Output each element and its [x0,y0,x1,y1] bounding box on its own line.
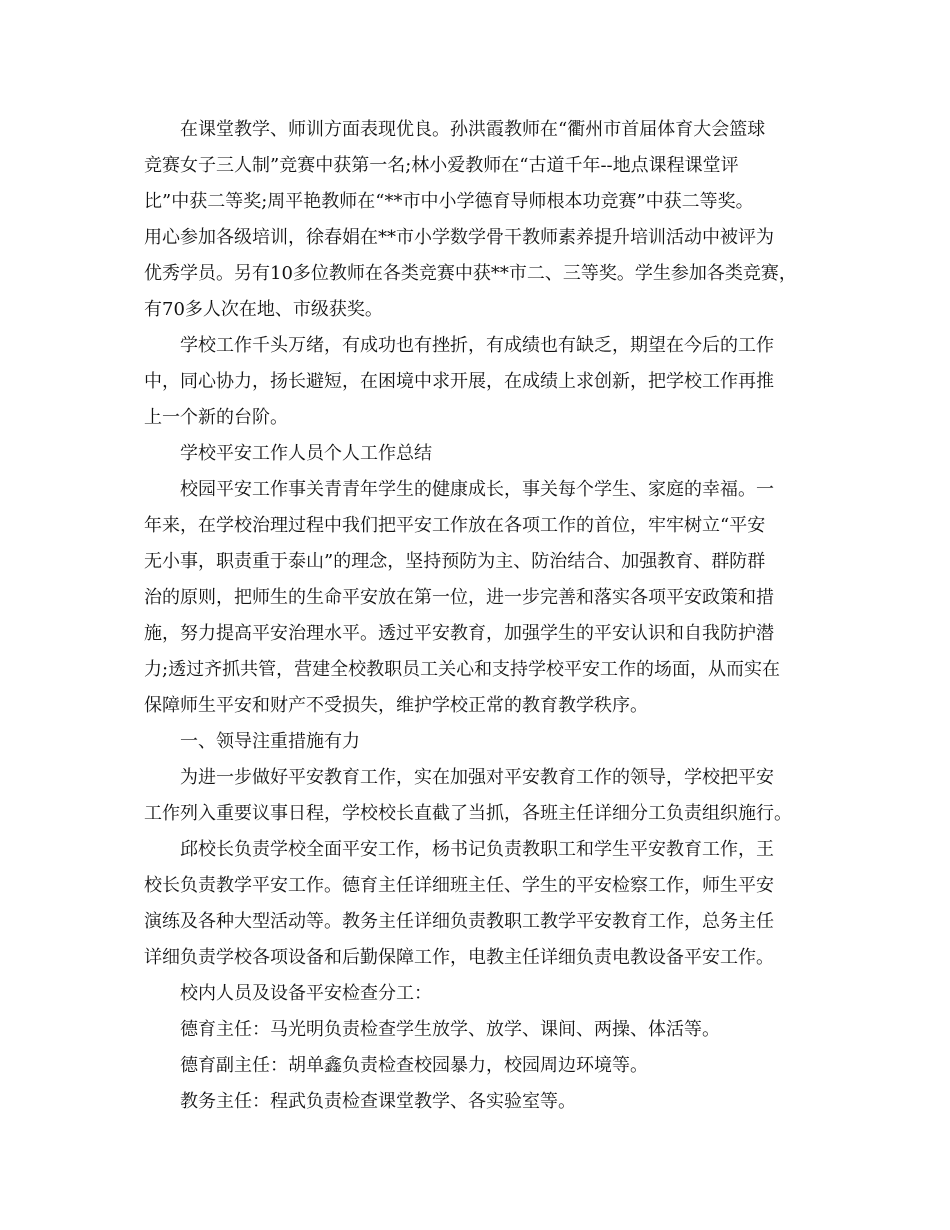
text-line: 年来，在学校治理过程中我们把平安工作放在各项工作的首位，牢牢树立“平安 [144,515,766,536]
text-line: 优秀学员。另有10多位教师在各类竞赛中获**市二、三等奖。学生参加各类竞赛， [144,263,797,284]
text-line: 为进一步做好平安教育工作，实在加强对平安教育工作的领导，学校把平安 [180,767,774,788]
text-line: 学校平安工作人员个人工作总结 [180,443,432,464]
text-line: 上一个新的台阶。 [144,407,288,428]
text-line: 校内人员及设备平安检查分工： [180,983,432,1004]
text-line: 施，努力提高平安治理水平。透过平安教育，加强学生的平安认识和自我防护潜 [144,623,774,644]
text-line: 保障师生平安和财产不受损失，维护学校正常的教育教学秩序。 [144,695,648,716]
text-line: 无小事，职责重于泰山”的理念，坚持预防为主、防治结合、加强教育、群防群 [144,551,766,572]
text-line: 在课堂教学、师训方面表现优良。孙洪霞教师在“衢州市首届体育大会篮球 [180,119,766,140]
text-line: 德育副主任：胡单鑫负责检查校园暴力，校园周边环境等。 [180,1055,648,1076]
text-line: 竞赛女子三人制”竞赛中获第一名;林小爱教师在“古道千年--地点课程课堂评 [144,155,739,176]
text-line: 力;透过齐抓共管，营建全校教职员工关心和支持学校平安工作的场面，从而实在 [144,659,781,680]
text-line: 用心参加各级培训，徐春娟在**市小学数学骨干教师素养提升培训活动中被评为 [144,227,774,248]
text-line: 详细负责学校各项设备和后勤保障工作，电教主任详细负责电教设备平安工作。 [144,947,774,968]
text-line: 邱校长负责学校全面平安工作，杨书记负责教职工和学生平安教育工作，王 [180,839,774,860]
text-line: 校长负责教学平安工作。德育主任详细班主任、学生的平安检察工作，师生平安 [144,875,774,896]
text-line: 校园平安工作事关青青年学生的健康成长，事关每个学生、家庭的幸福。一 [180,479,774,500]
text-line: 学校工作千头万绪，有成功也有挫折，有成绩也有缺乏，期望在今后的工作 [180,335,774,356]
text-line: 德育主任：马光明负责检查学生放学、放学、课间、两操、体活等。 [180,1019,720,1040]
text-line: 一、领导注重措施有力 [180,731,360,752]
text-line: 工作列入重要议事日程，学校校长直截了当抓，各班主任详细分工负责组织施行。 [144,803,792,824]
text-line: 治的原则，把师生的生命平安放在第一位，进一步完善和落实各项平安政策和措 [144,587,774,608]
text-line: 有70多人次在地、市级获奖。 [144,299,383,320]
text-line: 演练及各种大型活动等。教务主任详细负责教职工教学平安教育工作，总务主任 [144,911,774,932]
text-line: 比”中获二等奖;周平艳教师在“**市中小学德育导师根本功竞赛”中获二等奖。 [144,191,754,212]
document-body [144,112,816,1120]
text-line: 中，同心协力，扬长避短，在困境中求开展，在成绩上求创新，把学校工作再推 [144,371,774,392]
text-line: 教务主任：程武负责检查课堂教学、各实验室等。 [180,1091,576,1112]
